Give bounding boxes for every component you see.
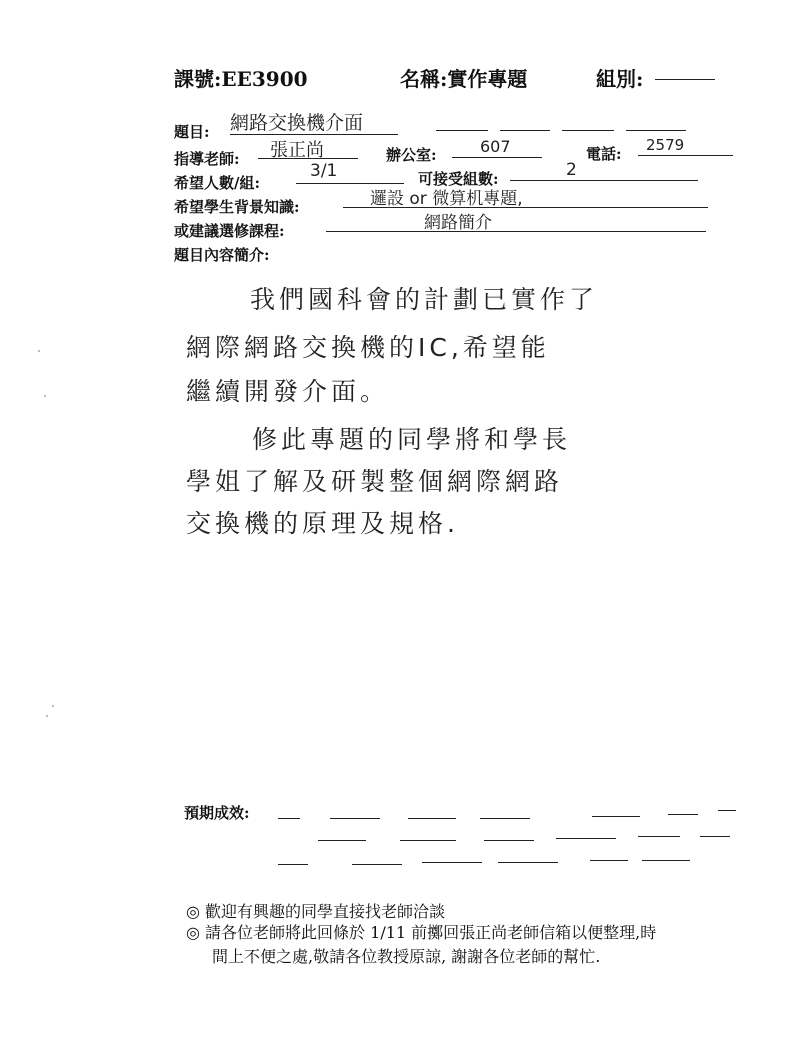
summary-line-3: 繼續開發介面。 [186, 377, 390, 406]
summary-label: 題目內容簡介: [174, 246, 270, 264]
group-underline [655, 79, 715, 80]
groups-value: 2 [566, 160, 577, 180]
groups-label: 可接受組數: [418, 170, 499, 188]
title-underline [230, 134, 398, 135]
courses-label: 或建議選修課程: [174, 222, 285, 240]
course-number: 課號:EE3900 [174, 67, 308, 91]
people-label: 希望人數/組: [174, 174, 261, 192]
people-value: 3/1 [310, 161, 338, 181]
course-name: 名稱:實作專題 [400, 67, 528, 91]
phone-value: 2579 [646, 136, 685, 154]
office-label: 辦公室: [386, 146, 437, 164]
summary-line-5: 學姐了解及研製整個網際網路 [186, 467, 564, 496]
advisor-value: 張正尚 [270, 140, 324, 161]
summary-line-2: 網際網路交換機的IC,希望能 [186, 333, 550, 362]
expected-label: 預期成效: [184, 804, 250, 822]
title-value: 網路交換機介面 [230, 112, 364, 134]
office-value: 607 [480, 137, 511, 156]
notice-contact: ◎ 歡迎有興趣的同學直接找老師洽談 [186, 902, 446, 921]
background-label: 希望學生背景知識: [174, 198, 300, 216]
notice-thanks: 間上不便之處,敬請各位教授原諒, 謝謝各位老師的幫忙. [212, 947, 601, 966]
title-label: 題目: [174, 123, 210, 141]
phone-label: 電話: [586, 145, 622, 163]
summary-line-4: 修此專題的同學將和學長 [252, 425, 572, 454]
background-value: 邏設 or 微算机專題, [370, 189, 523, 209]
group-label: 組別: [596, 67, 644, 91]
notice-return: ◎ 請各位老師將此回條於 1/11 前擲回張正尚老師信箱以便整理,時 [186, 923, 657, 942]
advisor-label: 指導老師: [174, 150, 240, 168]
summary-line-1: 我們國科會的計劃已實作了 [250, 285, 599, 314]
summary-line-6: 交換機的原理及規格. [186, 509, 459, 538]
courses-value: 網路簡介 [424, 213, 492, 233]
